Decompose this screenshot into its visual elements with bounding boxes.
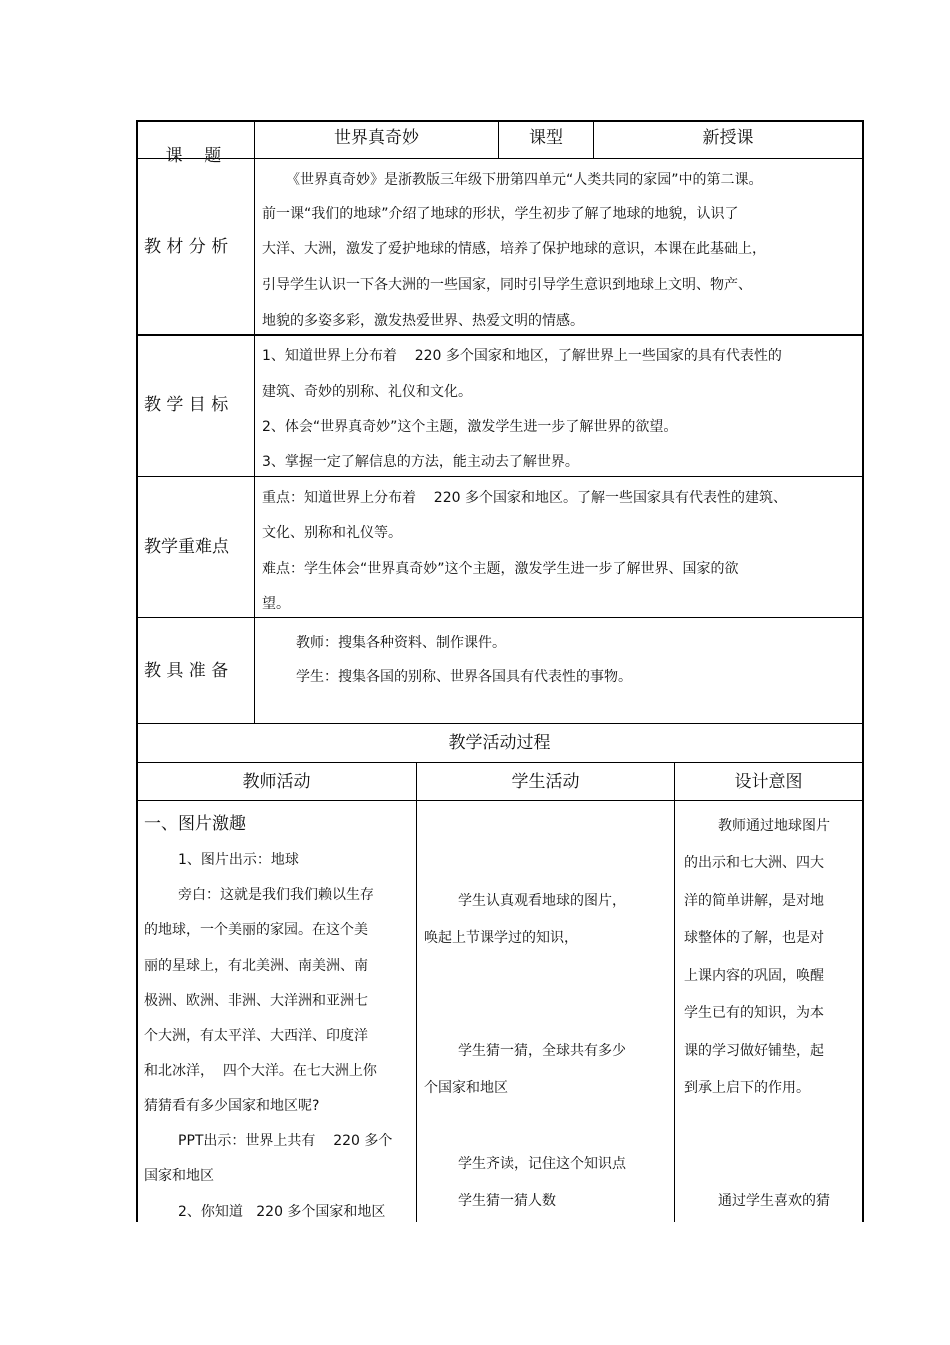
teacher-line: 国家和地区 [144,1168,214,1184]
keypoints-line-4: 望。 [262,596,290,612]
prep-line-2: 学生：搜集各国的别称、世界各国具有代表性的事物。 [296,669,632,685]
analysis-line-5: 地貌的多姿多彩，激发热爱世界、热爱文明的情感。 [262,313,584,329]
design-line: 学生已有的知识，为本 [684,1005,824,1021]
goals-line-1: 1、知道世界上分布着 220 多个国家和地区，了解世界上一些国家的具有代表性的 [262,348,782,364]
analysis-line-4: 引导学生认识一下各大洲的一些国家，同时引导学生意识到地球上文明、物产、 [262,277,752,293]
design-line: 上课内容的巩固，唤醒 [684,968,824,984]
student-line: 学生猜一猜人数 [458,1193,556,1209]
student-line: 学生认真观看地球的图片， [458,893,626,909]
analysis-line-3: 大洋、大洲，激发了爱护地球的情感，培养了保护地球的意识，本课在此基础上， [262,241,766,257]
keypoints-line-2: 文化、别称和礼仪等。 [262,525,402,541]
prep-line-1: 教师：搜集各种资料、制作课件。 [296,635,506,651]
goals-line-3: 2、体会“世界真奇妙”这个主题，激发学生进一步了解世界的欲望。 [262,419,678,435]
teacher-line: 猜猜看有多少国家和地区呢? [144,1098,320,1114]
goals-line-2: 建筑、奇妙的别称、礼仪和文化。 [262,384,472,400]
design-line: 到承上启下的作用。 [684,1080,810,1096]
teacher-line: 1、图片出示：地球 [178,852,299,868]
teacher-line: 极洲、欧洲、非洲、大洋洲和亚洲七 [144,993,368,1009]
lesson-type-value: 新授课 [702,128,754,148]
analysis-label: 教 材 分 析 [144,237,229,257]
keypoints-label: 教学重难点 [144,537,229,557]
teacher-line: 旁白：这就是我们我们赖以生存 [178,887,374,903]
keypoints-line-1: 重点：知道世界上分布着 220 多个国家和地区。了解一些国家具有代表性的建筑、 [262,490,787,506]
topic-value: 世界真奇妙 [334,128,419,148]
design-line: 课的学习做好铺垫，起 [684,1043,824,1059]
student-line: 唤起上节课学过的知识， [424,930,578,946]
design-line: 通过学生喜欢的猜 [718,1193,830,1209]
teacher-line: 丽的星球上，有北美洲、南美洲、南 [144,958,368,974]
process-title: 教学活动过程 [448,733,551,753]
analysis-line-1: 《世界真奇妙》是浙教版三年级下册第四单元“人类共同的家园”中的第二课。 [286,172,763,188]
keypoints-line-3: 难点：学生体会“世界真奇妙”这个主题，激发学生进一步了解世界、国家的欲 [262,561,739,577]
design-line: 洋的简单讲解，是对地 [684,893,824,909]
column-design: 设计意图 [734,772,803,792]
topic-label [144,129,244,183]
teacher-line: 个大洲，有太平洋、大西洋、印度洋 [144,1028,368,1044]
student-line: 学生猜一猜，全球共有多少 [458,1043,626,1059]
goals-label: 教 学 目 标 [144,395,229,415]
student-line: 个国家和地区 [424,1080,508,1096]
column-student: 学生活动 [511,772,580,792]
goals-line-4: 3、掌握一定了解信息的方法，能主动去了解世界。 [262,454,579,470]
design-line: 的出示和七大洲、四大 [684,855,824,871]
analysis-line-2: 前一课“我们的地球”介绍了地球的形状，学生初步了解了地球的地貌，认识了 [262,206,739,222]
teacher-heading: 一、图片激趣 [144,814,246,834]
teacher-line: 2、你知道 220 多个国家和地区 [178,1204,386,1220]
design-line: 球整体的了解，也是对 [684,930,824,946]
design-line: 教师通过地球图片 [718,818,830,834]
teacher-line: 和北冰洋， 四个大洋。在七大洲上你 [144,1063,377,1079]
teacher-line: 的地球，一个美丽的家园。在这个美 [144,922,368,938]
column-teacher: 教师活动 [242,772,311,792]
topic-label-text: 课 题 [165,146,222,166]
student-line: 学生齐读，记住这个知识点 [458,1156,626,1172]
teacher-line: PPT出示：世界上共有 220 多个 [178,1133,393,1149]
lesson-type-label: 课型 [529,128,563,148]
prep-label: 教 具 准 备 [144,661,229,681]
